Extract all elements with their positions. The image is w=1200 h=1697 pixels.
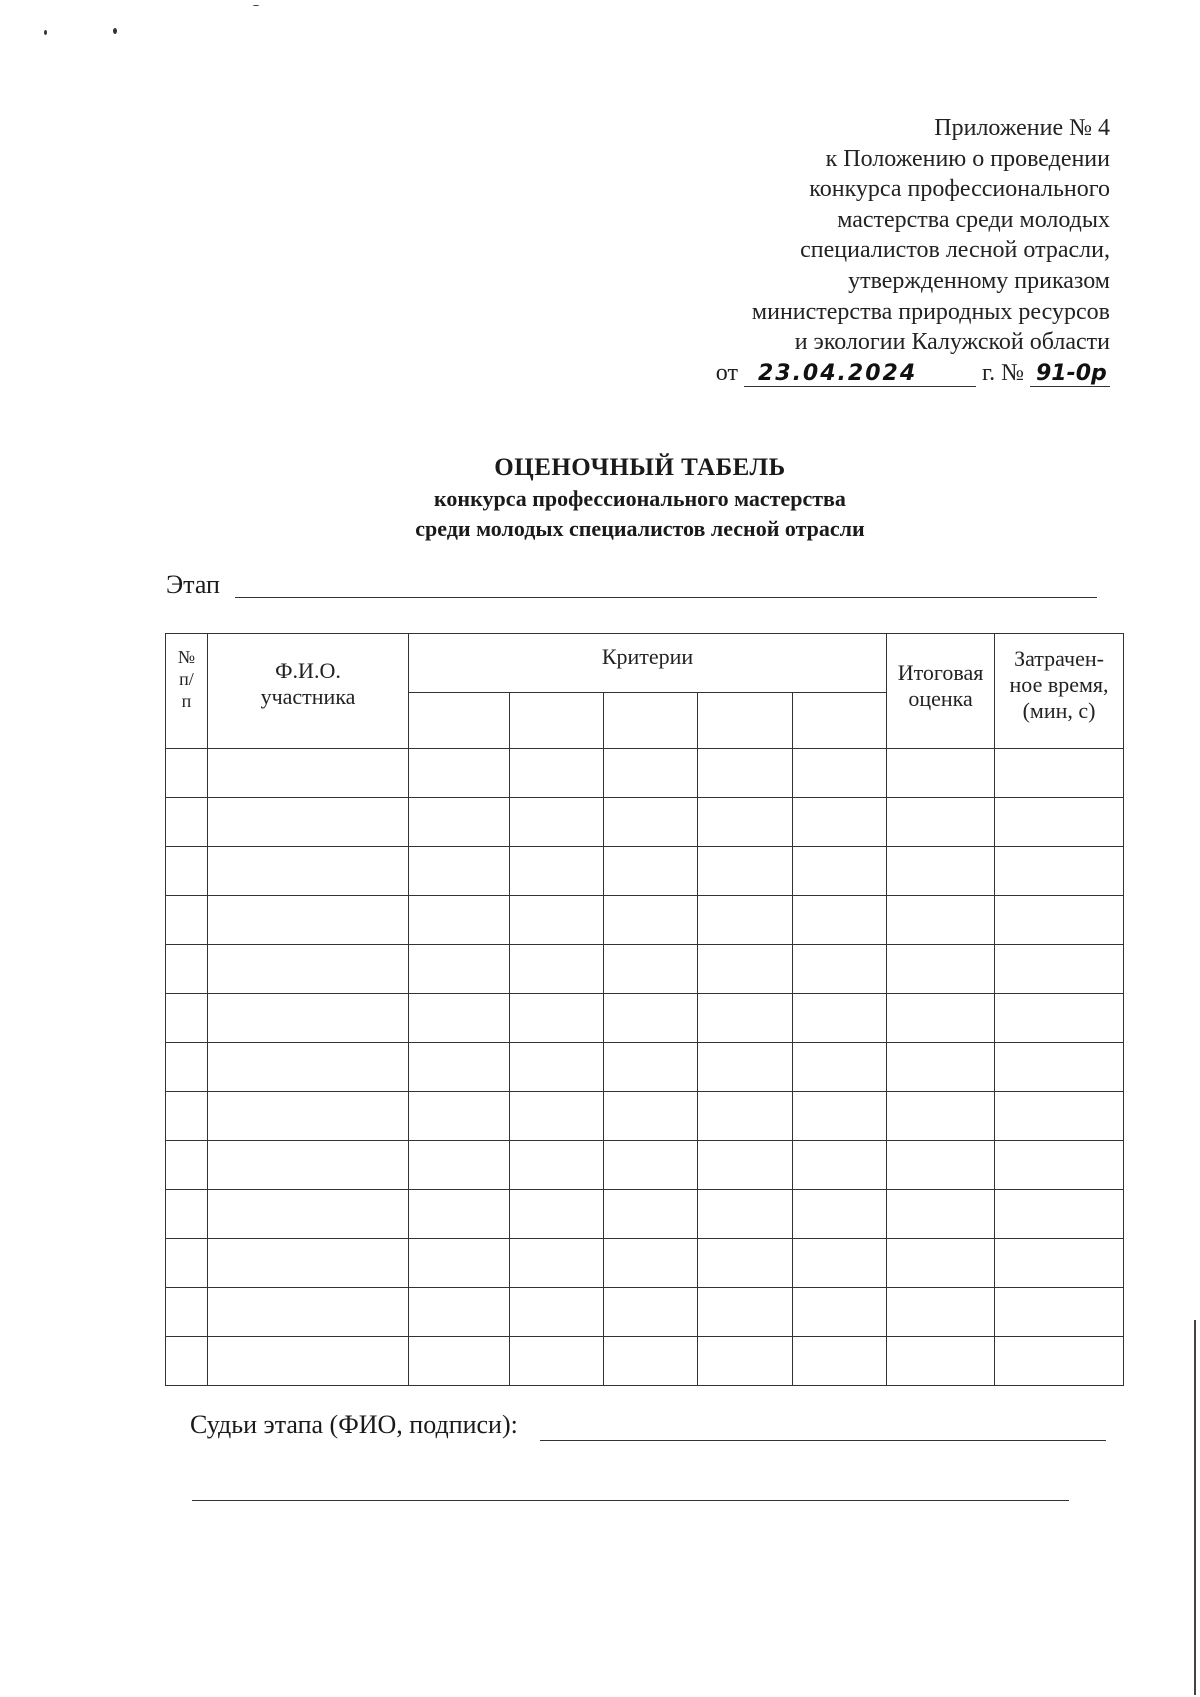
- table-cell: [604, 847, 698, 896]
- table-cell: [887, 847, 995, 896]
- table-cell: [409, 1239, 510, 1288]
- table-row: [166, 896, 1124, 945]
- judges-label: Судьи этапа (ФИО, подписи):: [190, 1410, 518, 1439]
- table-cell: [208, 1239, 409, 1288]
- table-cell: [995, 847, 1124, 896]
- table-cell: [510, 994, 604, 1043]
- table-cell: [409, 1190, 510, 1239]
- table-row: [166, 994, 1124, 1043]
- table-cell: [698, 1190, 793, 1239]
- table-cell: [698, 1239, 793, 1288]
- header-total-score: [887, 634, 995, 749]
- table-cell: [409, 1337, 510, 1386]
- scan-speck: [44, 30, 47, 35]
- table-cell: [995, 1337, 1124, 1386]
- appendix-header: [640, 113, 1110, 388]
- order-number-label: г. №: [981, 359, 1024, 386]
- table-cell: [409, 749, 510, 798]
- table-cell: [793, 994, 887, 1043]
- table-cell: [166, 1141, 208, 1190]
- header-number-line: п: [181, 691, 192, 711]
- score-table-body: [166, 749, 1124, 1386]
- header-criteria: Критерии: [409, 634, 887, 693]
- table-row: [166, 1288, 1124, 1337]
- table-cell: [995, 749, 1124, 798]
- appendix-line: и экологии Калужской области: [794, 329, 1110, 356]
- table-cell: [887, 1288, 995, 1337]
- table-cell: [510, 1337, 604, 1386]
- table-cell: [510, 945, 604, 994]
- order-date-handwritten: 23.04.2024: [744, 362, 976, 387]
- table-cell: [887, 798, 995, 847]
- table-cell: [604, 945, 698, 994]
- table-cell: [604, 994, 698, 1043]
- table-cell: [510, 749, 604, 798]
- table-cell: [887, 1239, 995, 1288]
- table-cell: [208, 1043, 409, 1092]
- order-reference: [640, 358, 1110, 389]
- table-cell: [793, 798, 887, 847]
- criterion-column: [793, 693, 887, 749]
- table-cell: [698, 945, 793, 994]
- table-cell: [793, 1239, 887, 1288]
- table-cell: [510, 847, 604, 896]
- table-cell: [208, 1141, 409, 1190]
- table-cell: [887, 1141, 995, 1190]
- table-cell: [887, 1092, 995, 1141]
- order-number-handwritten: 91-0р: [1030, 362, 1110, 387]
- header-time-line: ное время,: [1009, 672, 1109, 697]
- table-cell: [510, 1141, 604, 1190]
- table-cell: [604, 1288, 698, 1337]
- table-cell: [887, 994, 995, 1043]
- table-cell: [995, 1141, 1124, 1190]
- header-number-line: п/: [179, 669, 194, 689]
- scan-speck: [253, 5, 259, 6]
- table-cell: [208, 798, 409, 847]
- table-row: [166, 945, 1124, 994]
- table-cell: [166, 1092, 208, 1141]
- table-cell: [793, 945, 887, 994]
- header-participant-line: Ф.И.О.: [275, 658, 341, 683]
- table-cell: [510, 1288, 604, 1337]
- appendix-line: к Положению о проведении: [825, 145, 1110, 172]
- appendix-line: конкурса профессионального: [809, 176, 1110, 203]
- table-cell: [698, 847, 793, 896]
- table-cell: [995, 1190, 1124, 1239]
- table-cell: [208, 945, 409, 994]
- table-cell: [166, 1337, 208, 1386]
- table-cell: [887, 1043, 995, 1092]
- table-row: [166, 1190, 1124, 1239]
- table-row: [166, 1239, 1124, 1288]
- table-cell: [208, 1337, 409, 1386]
- table-cell: [793, 847, 887, 896]
- table-cell: [698, 798, 793, 847]
- table-cell: [166, 1043, 208, 1092]
- table-cell: [208, 1190, 409, 1239]
- table-row: [166, 749, 1124, 798]
- table-cell: [409, 798, 510, 847]
- document-heading: [0, 452, 1200, 544]
- table-cell: [409, 945, 510, 994]
- table-cell: [698, 1141, 793, 1190]
- header-number-line: №: [177, 647, 196, 667]
- table-cell: [793, 896, 887, 945]
- table-row: [166, 1141, 1124, 1190]
- table-cell: [604, 1141, 698, 1190]
- table-cell: [604, 1337, 698, 1386]
- table-cell: [166, 1288, 208, 1337]
- judges-fill-line-2: [192, 1500, 1069, 1501]
- table-cell: [166, 798, 208, 847]
- table-cell: [604, 1239, 698, 1288]
- score-table: [165, 633, 1124, 1386]
- table-cell: [793, 1288, 887, 1337]
- table-cell: [887, 1190, 995, 1239]
- table-cell: [510, 798, 604, 847]
- table-cell: [698, 1092, 793, 1141]
- header-number: [166, 634, 208, 749]
- table-cell: [166, 1190, 208, 1239]
- table-cell: [995, 1043, 1124, 1092]
- table-cell: [995, 1288, 1124, 1337]
- criterion-column: [698, 693, 793, 749]
- table-cell: [409, 1092, 510, 1141]
- table-cell: [698, 994, 793, 1043]
- table-cell: [793, 1190, 887, 1239]
- document-subtitle-1: конкурса профессионального мастерства: [434, 486, 846, 511]
- table-row: [166, 847, 1124, 896]
- table-cell: [510, 1043, 604, 1092]
- scan-speck: [113, 28, 117, 34]
- appendix-line: специалистов лесной отрасли,: [800, 237, 1110, 264]
- table-cell: [208, 1288, 409, 1337]
- table-cell: [409, 847, 510, 896]
- order-prefix: от: [715, 359, 738, 386]
- table-cell: [604, 798, 698, 847]
- table-cell: [793, 1043, 887, 1092]
- table-cell: [793, 1337, 887, 1386]
- table-cell: [409, 1043, 510, 1092]
- table-cell: [510, 896, 604, 945]
- table-cell: [208, 994, 409, 1043]
- table-cell: [604, 1092, 698, 1141]
- table-cell: [698, 1043, 793, 1092]
- table-cell: [208, 1092, 409, 1141]
- table-cell: [208, 847, 409, 896]
- criterion-column: [409, 693, 510, 749]
- stage-fill-line: [235, 597, 1097, 598]
- header-time-spent: [995, 634, 1124, 749]
- header-participant: [208, 634, 409, 749]
- appendix-line: мастерства среди молодых: [837, 206, 1110, 233]
- table-cell: [166, 945, 208, 994]
- table-cell: [995, 945, 1124, 994]
- appendix-line: Приложение № 4: [934, 115, 1110, 141]
- table-cell: [793, 1092, 887, 1141]
- table-cell: [995, 1092, 1124, 1141]
- header-time-line: Затрачен-: [1014, 646, 1104, 671]
- table-cell: [166, 896, 208, 945]
- table-cell: [166, 994, 208, 1043]
- table-cell: [409, 896, 510, 945]
- table-cell: [995, 798, 1124, 847]
- table-cell: [698, 1288, 793, 1337]
- table-cell: [887, 1337, 995, 1386]
- table-cell: [887, 896, 995, 945]
- table-cell: [604, 1190, 698, 1239]
- appendix-line: министерства природных ресурсов: [751, 298, 1110, 325]
- table-cell: [698, 896, 793, 945]
- table-cell: [995, 994, 1124, 1043]
- table-cell: [995, 1239, 1124, 1288]
- table-cell: [510, 1239, 604, 1288]
- table-cell: [604, 1043, 698, 1092]
- table-cell: [887, 749, 995, 798]
- table-cell: [409, 1288, 510, 1337]
- table-cell: [793, 1141, 887, 1190]
- table-cell: [166, 847, 208, 896]
- table-cell: [510, 1190, 604, 1239]
- scan-edge-mark: [1194, 1320, 1196, 1695]
- table-cell: [166, 1239, 208, 1288]
- table-row: [166, 1043, 1124, 1092]
- table-cell: [409, 1141, 510, 1190]
- table-cell: [208, 896, 409, 945]
- table-cell: [698, 1337, 793, 1386]
- header-participant-line: участника: [260, 684, 356, 709]
- table-row: [166, 1337, 1124, 1386]
- criterion-column: [510, 693, 604, 749]
- table-cell: [793, 749, 887, 798]
- criterion-column: [604, 693, 698, 749]
- stage-label: Этап: [166, 570, 220, 599]
- document-title: ОЦЕНОЧНЫЙ ТАБЕЛЬ: [494, 454, 786, 481]
- appendix-line: утвержденному приказом: [848, 267, 1110, 294]
- table-cell: [604, 749, 698, 798]
- header-time-line: (мин, с): [1022, 698, 1096, 723]
- table-cell: [604, 896, 698, 945]
- table-row: [166, 1092, 1124, 1141]
- header-total-line: оценка: [908, 686, 973, 711]
- judges-fill-line: [540, 1440, 1106, 1441]
- document-subtitle-2: среди молодых специалистов лесной отрасли: [415, 516, 865, 541]
- table-cell: [995, 896, 1124, 945]
- table-cell: [208, 749, 409, 798]
- table-cell: [698, 749, 793, 798]
- table-cell: [887, 945, 995, 994]
- header-total-line: Итоговая: [897, 660, 984, 685]
- table-cell: [510, 1092, 604, 1141]
- table-cell: [409, 994, 510, 1043]
- table-row: [166, 798, 1124, 847]
- table-cell: [166, 749, 208, 798]
